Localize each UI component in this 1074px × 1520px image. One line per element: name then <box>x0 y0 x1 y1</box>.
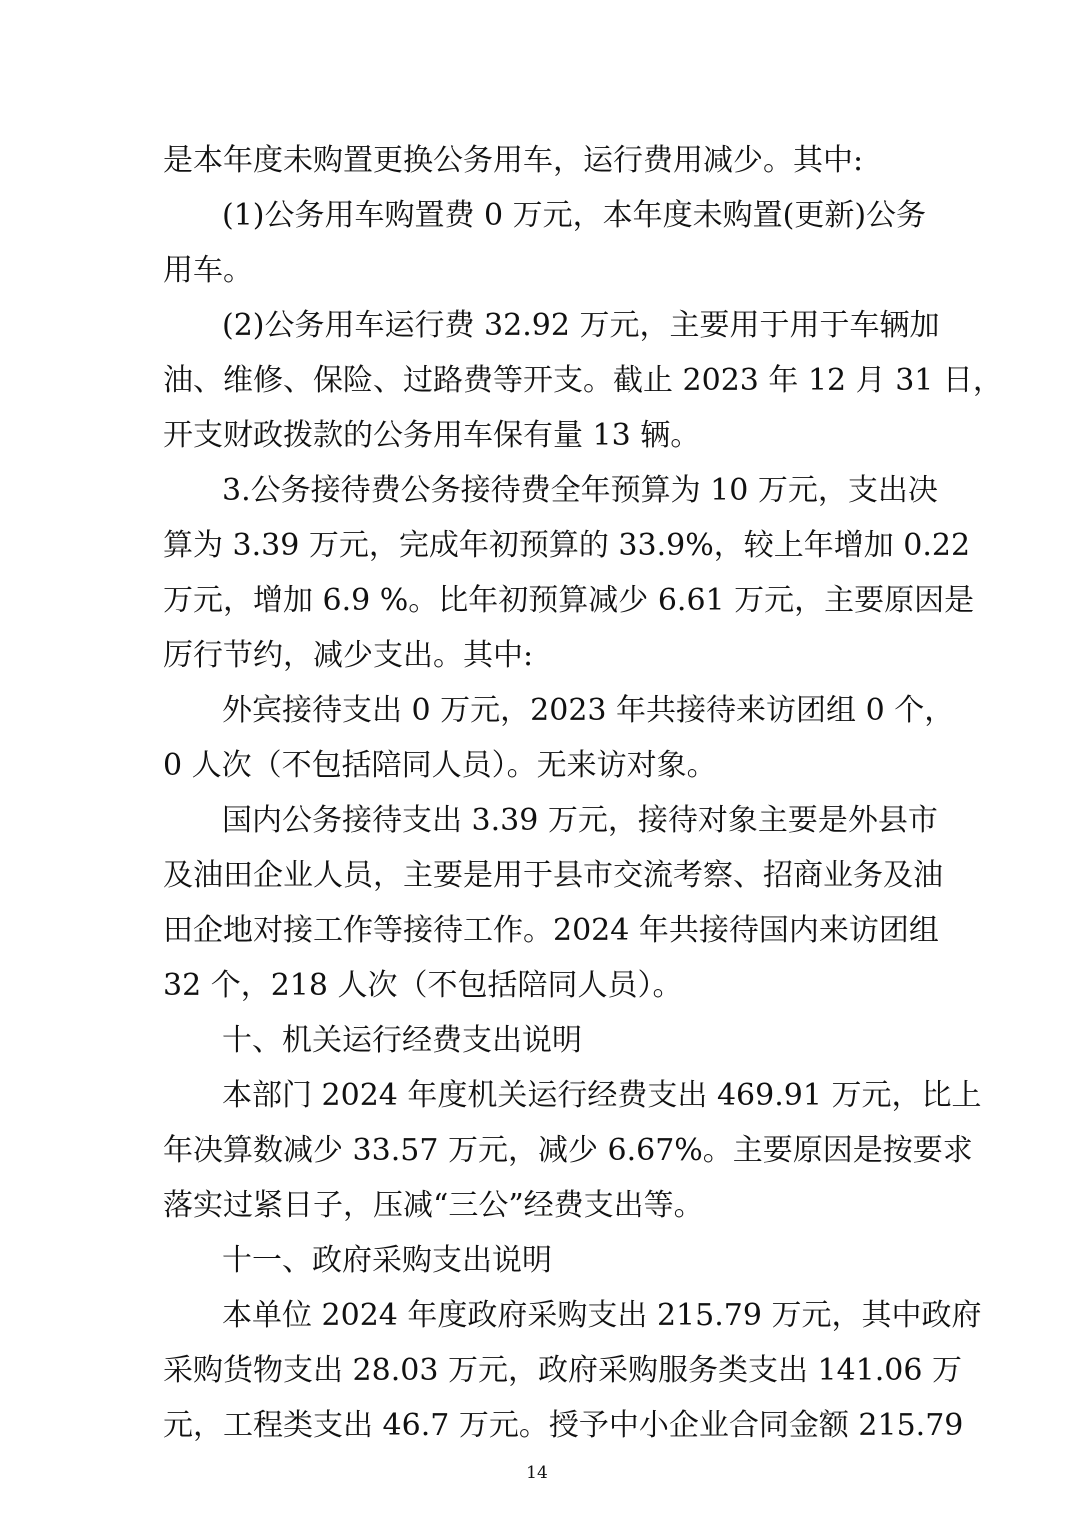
body-line: 田企地对接工作等接待工作。2024 年共接待国内来访团组 <box>163 913 939 948</box>
body-line: 外宾接待支出 0 万元，2023 年共接待来访团组 0 个， <box>222 693 955 728</box>
body-line: 厉行节约，减少支出。其中: <box>163 638 534 673</box>
body-line: (1)公务用车购置费 0 万元，本年度未购置(更新)公务 <box>222 198 927 233</box>
body-line: (2)公务用车运行费 32.92 万元，主要用于用于车辆加 <box>222 308 940 343</box>
body-line: 本部门 2024 年度机关运行经费支出 469.91 万元，比上 <box>222 1078 982 1113</box>
body-line: 国内公务接待支出 3.39 万元，接待对象主要是外县市 <box>222 803 938 838</box>
body-line: 本单位 2024 年度政府采购支出 215.79 万元，其中政府 <box>222 1298 982 1333</box>
body-line: 落实过紧日子，压减“三公”经费支出等。 <box>163 1188 704 1223</box>
body-line: 用车。 <box>163 253 253 288</box>
body-line: 采购货物支出 28.03 万元，政府采购服务类支出 141.06 万 <box>163 1353 962 1388</box>
body-line: 3.公务接待费公务接待费全年预算为 10 万元，支出决 <box>222 473 938 508</box>
body-line: 元，工程类支出 46.7 万元。授予中小企业合同金额 215.79 <box>163 1408 964 1443</box>
body-line: 开支财政拨款的公务用车保有量 13 辆。 <box>163 418 701 453</box>
body-line: 32 个，218 人次（不包括陪同人员）。 <box>163 968 683 1003</box>
body-line: 万元，增加 6.9 %。比年初预算减少 6.61 万元，主要原因是 <box>163 583 975 618</box>
body-line: 及油田企业人员，主要是用于县市交流考察、招商业务及油 <box>163 858 943 893</box>
body-line: 油、维修、保险、过路费等开支。截止 2023 年 12 月 31 日， <box>163 363 1003 398</box>
body-line: 算为 3.39 万元，完成年初预算的 33.9%，较上年增加 0.22 <box>163 528 971 563</box>
section-heading: 十、机关运行经费支出说明 <box>222 1023 582 1058</box>
body-line: 年决算数减少 33.57 万元，减少 6.67%。主要原因是按要求 <box>163 1133 973 1168</box>
section-heading: 十一、政府采购支出说明 <box>222 1243 552 1278</box>
body-line: 0 人次（不包括陪同人员）。无来访对象。 <box>163 748 717 783</box>
page-number: 14 <box>526 1463 548 1483</box>
body-line: 是本年度未购置更换公务用车，运行费用减少。其中: <box>163 143 864 178</box>
